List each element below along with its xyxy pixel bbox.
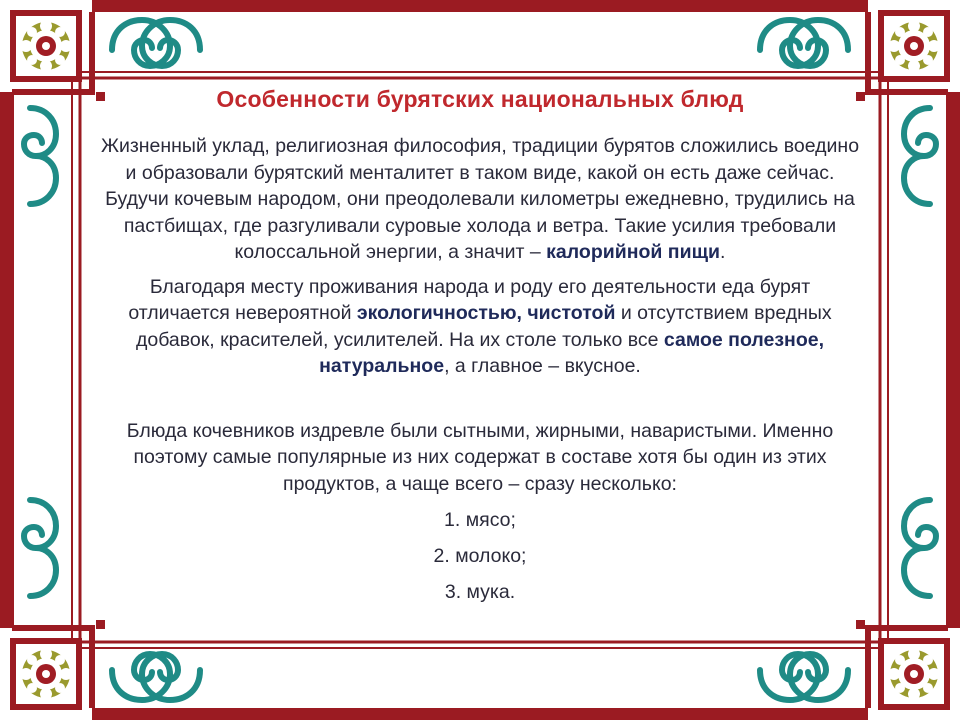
paragraph-2-bold2: самое полезное, натуральное <box>319 328 825 377</box>
paragraph-1 <box>100 133 860 266</box>
paragraph-2-bold1: экологичностью, чистотой <box>356 302 616 324</box>
paragraph-2-part2: и отсутствием вредных добавок, красителей, усилителей. На их столе только все <box>135 302 832 351</box>
rosette-icon <box>10 638 82 710</box>
rosette-icon <box>878 10 950 82</box>
paragraph-2 <box>100 274 860 380</box>
spiral-ornament-icon <box>904 108 936 204</box>
paragraph-1-bold: калорийной пищи <box>546 241 721 263</box>
list-item: 1. мясо; <box>444 509 516 531</box>
slide-content <box>100 78 860 605</box>
paragraph-3: Блюда кочевников издревле были сытными, жирными, наваристыми. Именно поэтому самые популярные из них содержат в составе хотя бы один из этих продуктов, а чаще всего – сразу несколько: <box>126 419 834 495</box>
spiral-ornament-icon <box>24 108 56 204</box>
list-item: 3. мука. <box>444 581 516 603</box>
rosette-icon <box>878 638 950 710</box>
spiral-ornament-icon <box>904 500 936 596</box>
spiral-ornament-icon <box>24 500 56 596</box>
paragraph-2-part1: Благодаря месту проживания народа и роду его деятельности еда бурят отличается невероятной <box>128 275 811 324</box>
paragraph-2-part3: , а главное – вкусное. <box>444 355 641 377</box>
paragraph-1-text: Жизненный уклад, религиозная философия, традиции бурятов сложились воедино и образовали бурятский менталитет в таком виде, какой он есть даже сейчас. Будучи кочевым народом, они преодолевали километры ежедневно, трудились на пастбищах, где разгуливали суровые холода и ветра. Такие усилия требовали колоссальной энергии, а значит – <box>100 135 860 263</box>
slide-title: Особенности бурятских национальных блюд <box>216 86 744 112</box>
list-item: 2. молоко; <box>433 545 527 567</box>
paragraph-1-end: . <box>720 241 726 263</box>
rosette-icon <box>10 10 82 82</box>
